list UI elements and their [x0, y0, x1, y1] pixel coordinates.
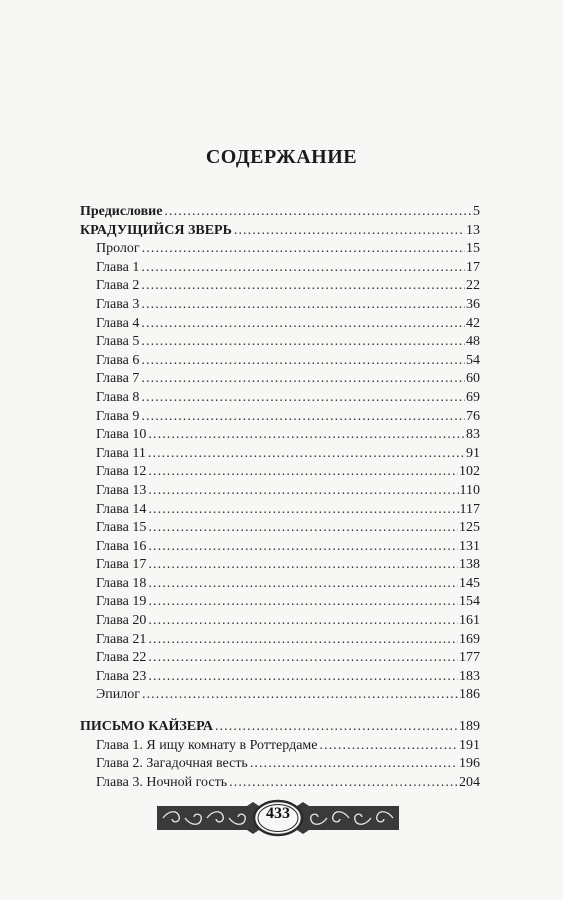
toc-entry-label: Глава 10: [96, 427, 147, 443]
toc-entry-label: Глава 8: [96, 389, 140, 405]
dot-leader: [148, 519, 458, 538]
dot-leader: [141, 277, 465, 296]
toc-entry[interactable]: [80, 774, 480, 793]
toc-entry[interactable]: [80, 519, 480, 538]
dot-leader: [215, 718, 458, 737]
toc-entry-label: Глава 18: [96, 575, 147, 591]
toc-entry-page: 138: [459, 557, 480, 573]
toc-entry-label: Глава 9: [96, 408, 140, 424]
dot-leader: [148, 426, 465, 445]
toc-entry-label: Глава 4: [96, 315, 140, 331]
dot-leader: [141, 259, 465, 278]
toc-entry[interactable]: [80, 445, 480, 464]
toc-entry[interactable]: [80, 408, 480, 427]
toc-section-label: ПИСЬМО КАЙЗЕРА: [80, 719, 213, 735]
dot-leader: [234, 222, 465, 241]
toc-entry[interactable]: [80, 370, 480, 389]
toc-entry[interactable]: [80, 240, 480, 259]
toc-entry-page: 204: [459, 774, 480, 790]
dot-leader: [148, 445, 465, 464]
toc-entry-label: Глава 12: [96, 464, 147, 480]
toc-entry[interactable]: [80, 296, 480, 315]
toc-section-part1[interactable]: [80, 222, 480, 241]
dot-leader: [148, 575, 458, 594]
dot-leader: [148, 649, 458, 668]
toc-entry[interactable]: [80, 333, 480, 352]
dot-leader: [141, 333, 465, 352]
dot-leader: [148, 482, 458, 501]
toc-entry[interactable]: [80, 612, 480, 631]
dot-leader: [229, 774, 458, 793]
toc-entry-label: Пролог: [96, 241, 140, 257]
toc-section-part2[interactable]: [80, 718, 480, 737]
toc-entry-preface[interactable]: [80, 203, 480, 222]
dot-leader: [141, 296, 465, 315]
dot-leader: [148, 556, 458, 575]
toc-entry-page: 54: [466, 352, 480, 368]
toc-entry-label: Глава 3: [96, 296, 140, 312]
toc-entry[interactable]: [80, 482, 480, 501]
toc-section-page: 13: [466, 222, 480, 238]
page-title: СОДЕРЖАНИЕ: [205, 146, 358, 168]
toc-entry-page: 22: [466, 278, 480, 294]
toc-entry[interactable]: [80, 668, 480, 687]
toc-entry[interactable]: [80, 538, 480, 557]
toc-entry-label: Глава 20: [96, 613, 147, 629]
dot-leader: [148, 593, 458, 612]
page-number-ornament: [155, 798, 401, 838]
toc-entry-page: 117: [459, 501, 480, 517]
toc-entry-label: Глава 3. Ночной гость: [96, 774, 228, 790]
toc-entry[interactable]: [80, 556, 480, 575]
toc-entry-page: 83: [466, 427, 480, 443]
toc-section-page: 189: [459, 719, 480, 735]
dot-leader: [320, 737, 459, 756]
toc-entry-label: Глава 7: [96, 371, 140, 387]
toc-entry-page: 5: [473, 204, 480, 219]
toc-entry-page: 15: [466, 241, 480, 257]
toc-entry[interactable]: [80, 737, 480, 756]
toc-entry-page: 110: [459, 482, 480, 498]
dot-leader: [141, 389, 465, 408]
toc-entry-label: Глава 6: [96, 352, 140, 368]
toc-entry-label: Глава 1. Я ищу комнату в Роттердаме: [96, 737, 318, 753]
toc-entry[interactable]: [80, 649, 480, 668]
toc-entry-page: 60: [466, 371, 480, 387]
toc-entry-label: Глава 22: [96, 650, 147, 666]
toc-entry-page: 131: [459, 538, 480, 554]
toc-entry-page: 42: [466, 315, 480, 331]
toc-entry-page: 161: [459, 613, 480, 629]
toc-entry-page: 191: [459, 737, 480, 753]
toc-entry-page: 177: [459, 650, 480, 666]
toc-entry-page: 36: [466, 296, 480, 312]
toc-entry-label: Предисловие: [80, 204, 163, 219]
dot-leader: [141, 315, 465, 334]
toc-entry-page: 17: [466, 259, 480, 275]
toc-entry-page: 169: [459, 631, 480, 647]
toc-entry[interactable]: [80, 259, 480, 278]
toc-entry-page: 196: [459, 756, 480, 772]
toc-entry[interactable]: [80, 315, 480, 334]
toc-entry[interactable]: [80, 352, 480, 371]
toc-entry[interactable]: [80, 277, 480, 296]
toc-entry[interactable]: [80, 501, 480, 520]
dot-leader: [148, 538, 458, 557]
toc-entry[interactable]: [80, 631, 480, 650]
dot-leader: [148, 501, 458, 520]
dot-leader: [141, 408, 465, 427]
dot-leader: [148, 612, 458, 631]
toc-entry-label: Глава 2: [96, 278, 140, 294]
dot-leader: [142, 686, 458, 705]
toc-entry-page: 145: [459, 575, 480, 591]
toc-entry-page: 91: [466, 445, 480, 461]
toc-entry-page: 154: [459, 594, 480, 610]
dot-leader: [141, 370, 465, 389]
toc-entry-label: Глава 11: [96, 445, 146, 461]
dot-leader: [141, 352, 465, 371]
toc-entry-page: 186: [459, 687, 480, 703]
toc-entry-page: 76: [466, 408, 480, 424]
dot-leader: [148, 463, 458, 482]
toc-entry[interactable]: [80, 575, 480, 594]
page-number: 433: [266, 805, 290, 822]
toc-entry-label: Глава 15: [96, 520, 147, 536]
toc-entry-label: Глава 16: [96, 538, 147, 554]
toc-entry-label: Глава 14: [96, 501, 147, 517]
dot-leader: [164, 203, 472, 222]
dot-leader: [142, 240, 465, 259]
toc-entry-page: 69: [466, 389, 480, 405]
toc-entry[interactable]: [80, 463, 480, 482]
dot-leader: [250, 755, 458, 774]
toc-entry-label: Глава 23: [96, 668, 147, 684]
dot-leader: [148, 631, 458, 650]
toc-entry-page: 183: [459, 668, 480, 684]
toc-entry-label: Глава 2. Загадочная весть: [96, 756, 248, 772]
toc-entry-label: Глава 17: [96, 557, 147, 573]
toc-entry[interactable]: [80, 426, 480, 445]
toc-entry[interactable]: [80, 755, 480, 774]
toc-entry-label: Глава 1: [96, 259, 140, 275]
toc-entry-page: 125: [459, 520, 480, 536]
toc-entry-page: 102: [459, 464, 480, 480]
toc-entry-label: Глава 13: [96, 482, 147, 498]
toc-entry[interactable]: [80, 686, 480, 705]
table-of-contents: [80, 203, 480, 792]
toc-entry[interactable]: [80, 593, 480, 612]
toc-entry[interactable]: [80, 389, 480, 408]
toc-entry-label: Глава 21: [96, 631, 147, 647]
toc-entry-label: Глава 5: [96, 334, 140, 350]
dot-leader: [148, 668, 458, 687]
toc-entry-page: 48: [466, 334, 480, 350]
toc-section-label: КРАДУЩИЙСЯ ЗВЕРЬ: [80, 222, 232, 238]
toc-entry-label: Глава 19: [96, 594, 147, 610]
toc-entry-label: Эпилог: [96, 687, 140, 703]
